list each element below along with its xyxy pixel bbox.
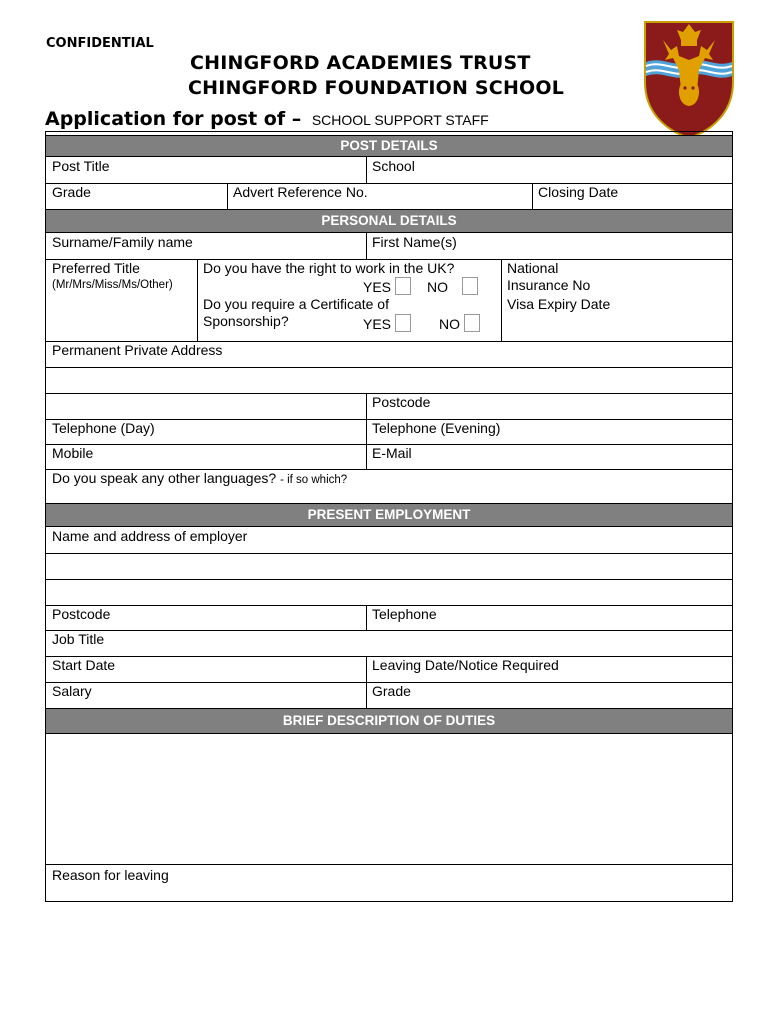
start-date-field[interactable]: Start Date <box>52 657 116 673</box>
employer-line-3[interactable] <box>46 579 732 605</box>
school-crest-icon <box>643 20 735 140</box>
section-personal-details: PERSONAL DETAILS <box>46 209 732 233</box>
mobile-field[interactable]: Mobile <box>52 445 94 461</box>
right-to-work-no[interactable]: NO <box>427 277 478 296</box>
job-title-field[interactable]: Job Title <box>52 631 105 647</box>
languages-field[interactable] <box>46 469 732 503</box>
telephone-evening-field[interactable]: Telephone (Evening) <box>372 420 501 436</box>
surname-field[interactable]: Surname/Family name <box>52 234 193 250</box>
right-to-work-label: Do you have the right to work in the UK? <box>203 260 455 276</box>
leaving-date-field[interactable]: Leaving Date/Notice Required <box>372 657 559 673</box>
confidential-label: CONFIDENTIAL <box>46 36 154 51</box>
national-insurance-field[interactable] <box>501 259 732 295</box>
preferred-title-label: Preferred Title <box>52 260 140 276</box>
permanent-address-field[interactable]: Permanent Private Address <box>52 342 223 358</box>
ni-label-line1: National <box>507 260 559 276</box>
school-name: CHINGFORD FOUNDATION SCHOOL <box>188 77 565 99</box>
employer-telephone-field[interactable]: Telephone <box>372 606 437 622</box>
grade-field[interactable]: Grade <box>52 184 91 200</box>
right-to-work-yes-checkbox[interactable] <box>395 277 411 295</box>
employer-line-2[interactable] <box>46 553 732 579</box>
application-label: Application for post of – <box>45 108 302 130</box>
sponsorship-label-line1: Do you require a Certificate of <box>203 296 389 312</box>
telephone-day-field[interactable]: Telephone (Day) <box>52 420 155 436</box>
languages-label: Do you speak any other languages? <box>52 470 277 486</box>
languages-hint: - if so which? <box>280 474 348 486</box>
advert-reference-field[interactable]: Advert Reference No. <box>233 184 368 200</box>
duties-textarea[interactable] <box>46 734 732 864</box>
ni-label-line2: Insurance No <box>507 277 591 293</box>
sponsorship-yes[interactable]: YES <box>363 314 411 333</box>
address-line-2[interactable] <box>46 367 732 393</box>
application-form <box>45 131 733 902</box>
section-post-details: POST DETAILS <box>46 135 732 157</box>
employer-field[interactable]: Name and address of employer <box>52 528 248 544</box>
sponsorship-no-checkbox[interactable] <box>464 314 480 332</box>
sponsorship-yes-checkbox[interactable] <box>395 314 411 332</box>
employment-grade-field[interactable]: Grade <box>372 683 411 699</box>
address-line-3[interactable] <box>46 393 366 419</box>
postcode-field[interactable]: Postcode <box>372 394 431 410</box>
section-duties: BRIEF DESCRIPTION OF DUTIES <box>46 708 732 734</box>
post-category: SCHOOL SUPPORT STAFF <box>311 112 489 128</box>
right-to-work-question <box>197 259 501 295</box>
closing-date-field[interactable]: Closing Date <box>538 184 619 200</box>
title-options-hint: (Mr/Mrs/Miss/Ms/Other) <box>52 279 173 291</box>
first-names-field[interactable]: First Name(s) <box>372 234 457 250</box>
reason-for-leaving-field[interactable]: Reason for leaving <box>52 867 169 883</box>
application-heading <box>45 108 489 130</box>
sponsorship-no[interactable]: NO <box>439 314 480 333</box>
salary-field[interactable]: Salary <box>52 683 92 699</box>
preferred-title-field[interactable] <box>46 259 197 341</box>
school-field[interactable]: School <box>372 158 415 174</box>
right-to-work-yes[interactable]: YES <box>363 277 411 296</box>
post-title-field[interactable]: Post Title <box>52 158 110 174</box>
trust-name: CHINGFORD ACADEMIES TRUST <box>190 52 531 74</box>
visa-expiry-field[interactable]: Visa Expiry Date <box>507 296 611 312</box>
sponsorship-question <box>197 295 501 341</box>
employer-postcode-field[interactable]: Postcode <box>52 606 111 622</box>
email-field[interactable]: E-Mail <box>372 445 412 461</box>
sponsorship-label-line2: Sponsorship? <box>203 313 289 329</box>
section-present-employment: PRESENT EMPLOYMENT <box>46 503 732 527</box>
right-to-work-no-checkbox[interactable] <box>462 277 478 295</box>
